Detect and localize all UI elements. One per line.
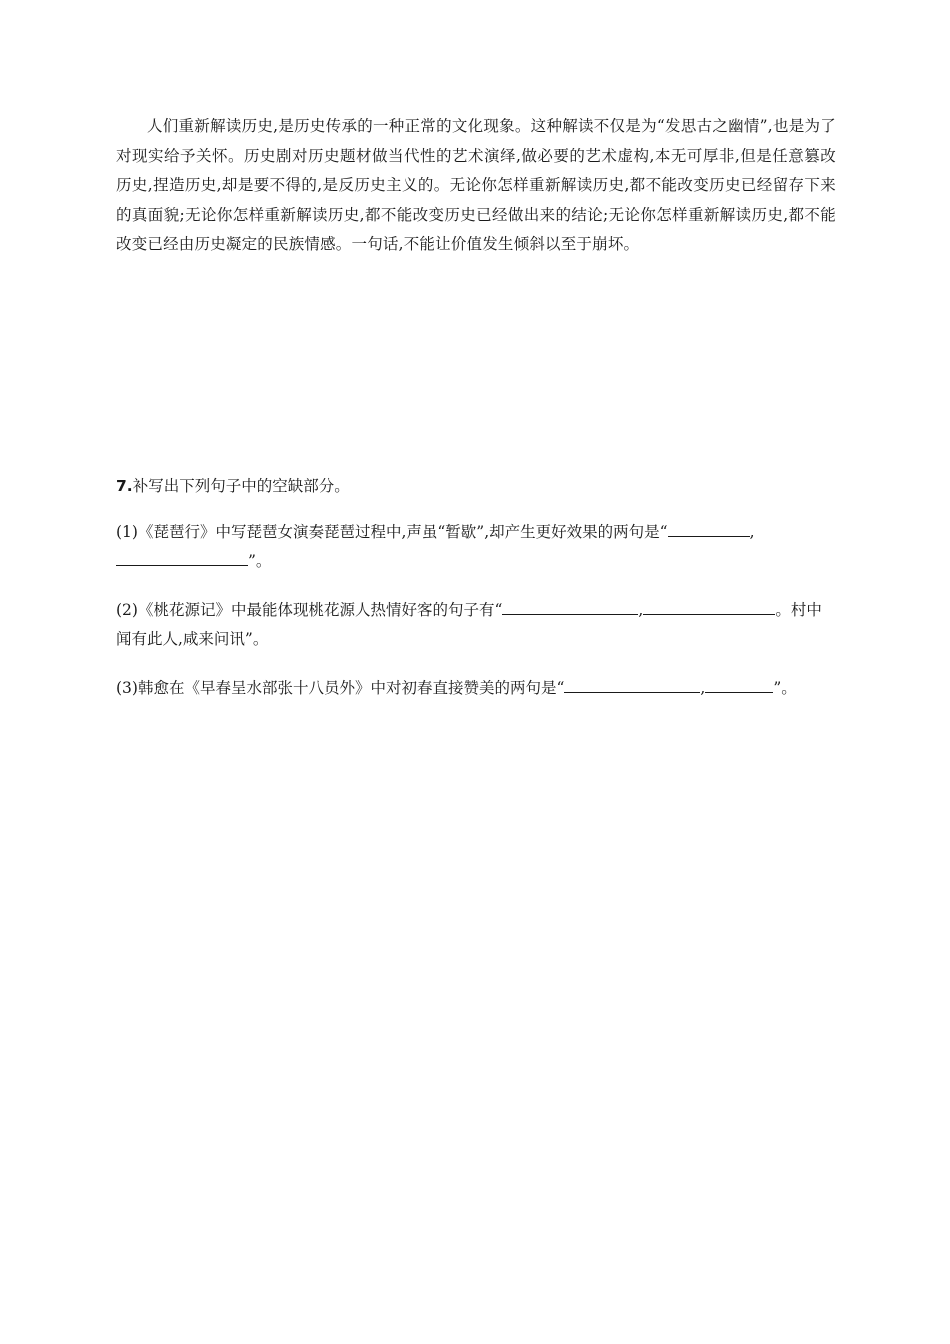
item-2-prompt: (2)《桃花源记》中最能体现桃花源人热情好客的句子有“ <box>116 601 503 619</box>
question-item-1 <box>116 518 836 576</box>
question-item-3 <box>116 674 836 703</box>
item-3-closing: ”。 <box>773 679 797 697</box>
item-1-prompt: (1)《琵琶行》中写琵琶女演奏琵琶过程中,声虽“暂歇”,却产生更好效果的两句是“ <box>116 523 668 541</box>
item-2-blank-1[interactable] <box>502 597 638 615</box>
item-3-blank-2[interactable] <box>705 675 773 693</box>
item-1-separator: , <box>749 523 755 541</box>
reading-passage: 人们重新解读历史,是历史传承的一种正常的文化现象。这种解读不仅是为“发思古之幽情”,也是为了对现实给予关怀。历史剧对历史题材做当代性的艺术演绎,做必要的艺术虚构,本无可厚非,但是任意篡改历史,捏造历史,却是要不得的,是反历史主义的。无论你怎样重新解读历史,都不能改变历史已经留存下来的真面貌;无论你怎样重新解读历史,都不能改变历史已经做出来的结论;无论你怎样重新解读历史,都不能改变已经由历史凝定的民族情感。一句话,不能让价值发生倾斜以至于崩坏。 <box>116 117 836 253</box>
item-1-closing: ”。 <box>248 552 272 570</box>
item-1-blank-2[interactable] <box>116 548 248 566</box>
question-7 <box>116 474 836 723</box>
question-item-2 <box>116 596 836 654</box>
item-3-blank-1[interactable] <box>564 675 700 693</box>
question-number: 7. <box>116 477 133 495</box>
item-1-blank-1[interactable] <box>668 519 750 537</box>
item-3-separator: , <box>700 679 706 697</box>
item-2-separator: , <box>638 601 644 619</box>
question-title <box>116 474 836 498</box>
item-3-prompt: (3)韩愈在《早春呈水部张十八员外》中对初春直接赞美的两句是“ <box>116 679 565 697</box>
question-instruction: 补写出下列句子中的空缺部分。 <box>132 477 350 495</box>
item-2-closing: 。村中闻有此人,咸来问讯”。 <box>116 601 822 648</box>
item-2-blank-2[interactable] <box>643 597 775 615</box>
